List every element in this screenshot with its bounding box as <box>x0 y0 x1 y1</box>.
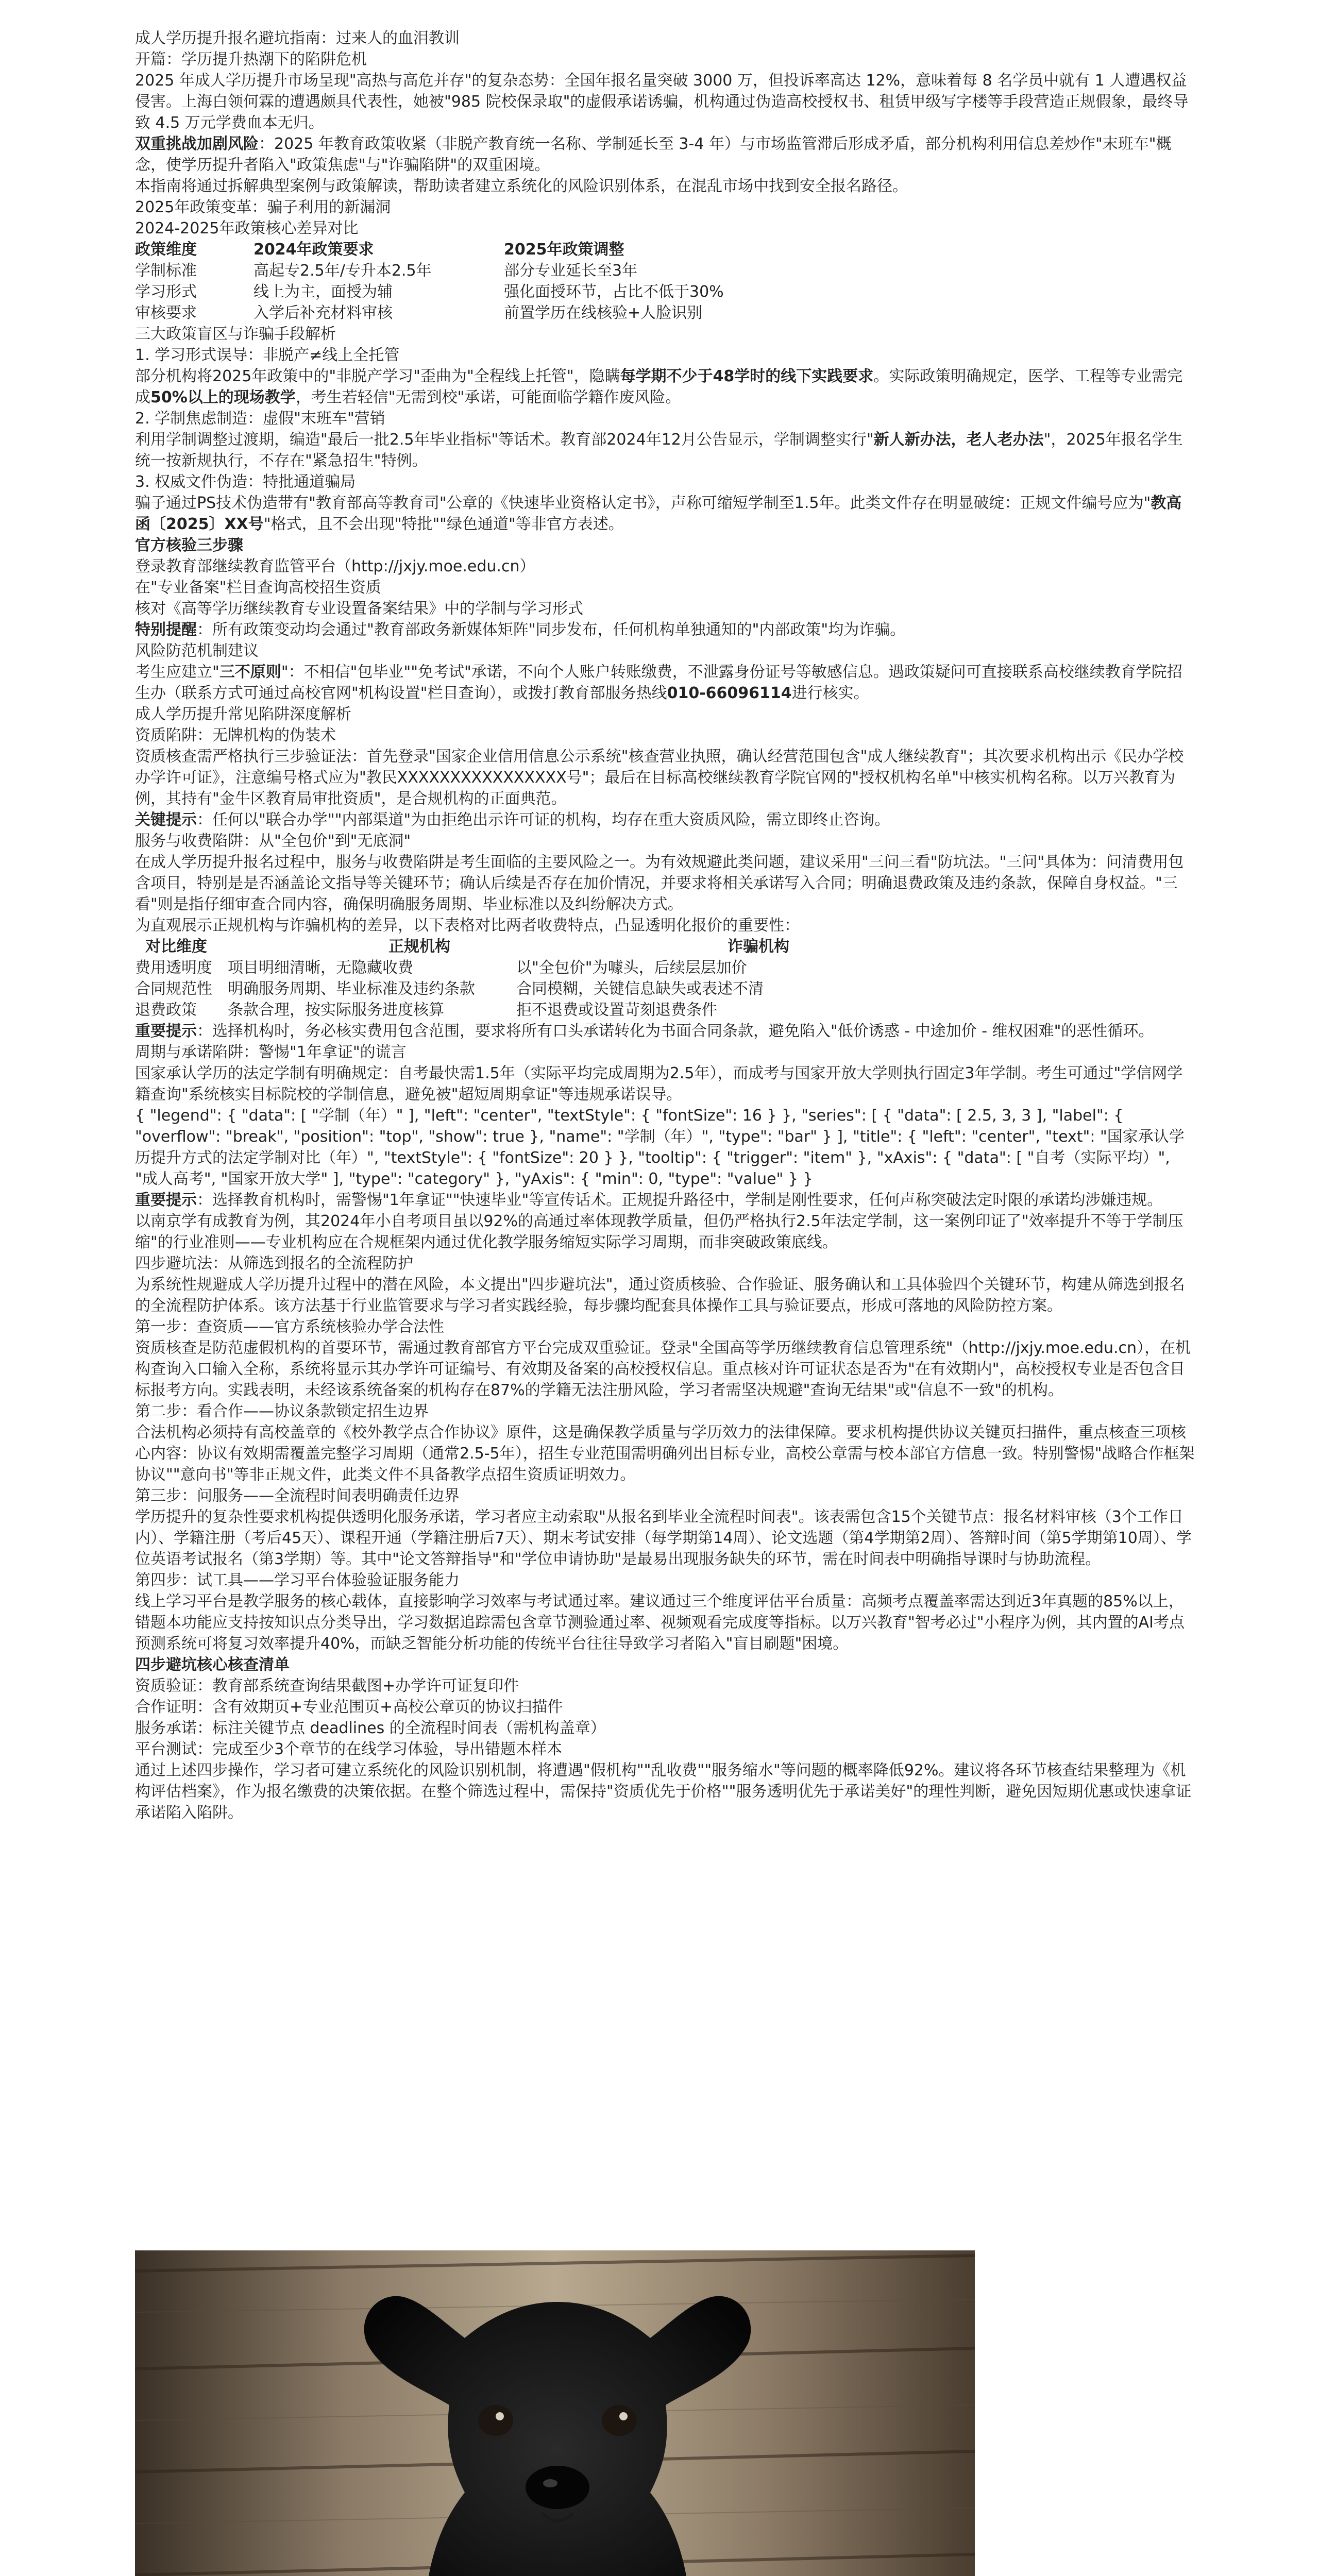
article-title: 成人学历提升报名避坑指南：过来人的血泪教训 <box>135 29 460 47</box>
table-header-cell: 对比维度 <box>145 938 207 956</box>
trap-2-key-tip: 重要提示：选择机构时，务必核实费用包含范围，要求将所有口头承诺转化为书面合同条款，避免陷入"低价诱惑 - 中途加价 - 维权困难"的恶性循环。 <box>135 1022 1154 1040</box>
blind-spot-2-title: 2. 学制焦虑制造：虚假"末班车"营销 <box>135 410 385 428</box>
blind-spot-1-body: 部分机构将2025年政策中的"非脱产学习"歪曲为"全程线上托管"，隐瞒每学期不少于48学时的线下实践要求。实际政策明确规定，医学、工程等专业需完成50%以上的现场教学，考生若轻信"无需到校"承诺，可能面临学籍作废风险。 <box>135 367 1183 406</box>
special-reminder: 特别提醒：所有政策变动均会通过"教育部政务新媒体矩阵"同步发布，任何机构单独通知的"内部政策"均为诈骗。 <box>135 621 906 639</box>
table-row: 退费政策 条款合理，按实际服务进度核算 拒不退费或设置苛刻退费条件 <box>135 1001 717 1019</box>
verify-step-3: 核对《高等学历继续教育专业设置备案结果》中的学制与学习形式 <box>135 600 583 618</box>
policy-table <box>135 239 1196 324</box>
trap-2-compare-intro: 为直观展示正规机构与诈骗机构的差异，以下表格对比两者收费特点，凸显透明化报价的重要性： <box>135 917 800 935</box>
step-3-heading: 第三步：问服务——全流程时间表明确责任边界 <box>135 1487 460 1505</box>
policy-table-header <box>135 239 1196 260</box>
trap-1-key-tip: 关键提示：任何以"联合办学""内部渠道"为由拒绝出示许可证的机构，均存在重大资质风险，需立即终止咨询。 <box>135 811 890 829</box>
blind-spot-2-body: 利用学制调整过渡期，编造"最后一批2.5年毕业指标"等话术。教育部2024年12月公告显示，学制调整实行"新人新办法，老人老办法"，2025年报名学生统一按新规执行，不存在"紧急招生"特例。 <box>135 431 1183 470</box>
trap-3-body: 国家承认学历的法定学制有明确规定：自考最快需1.5年（实际平均完成周期为2.5年），而成考与国家开放大学则执行固定3年学制。考生可通过"学信网学籍查询"系统核实目标院校的学制信息，避免被"超短周期拿证"等违规承诺误导。 <box>135 1064 1183 1104</box>
opening-heading: 开篇：学历提升热潮下的陷阱危机 <box>135 50 367 69</box>
table-header-cell: 2024年政策要求 <box>253 241 374 259</box>
step-1-heading: 第一步：查资质——官方系统核验办学合法性 <box>135 1318 444 1336</box>
table-header-cell: 诈骗机构 <box>728 938 789 956</box>
compare-table <box>135 936 1196 1021</box>
dog-photo <box>135 2250 975 2576</box>
table-row: 审核要求 入学后补充材料审核 前置学历在线核验+人脸识别 <box>135 304 703 322</box>
checklist-item: 资质验证：教育部系统查询结果截图+办学许可证复印件 <box>135 1677 519 1695</box>
trap-2-heading: 服务与收费陷阱：从"全包价"到"无底洞" <box>135 832 411 850</box>
policy-heading: 2025年政策变革：骗子利用的新漏洞 <box>135 198 391 216</box>
table-header-cell: 正规机构 <box>388 938 450 956</box>
table-row: 合同规范性 明确服务周期、毕业标准及违约条款 合同模糊，关键信息缺失或表述不清 <box>135 980 764 998</box>
blind-spots-heading: 三大政策盲区与诈骗手段解析 <box>135 325 336 343</box>
step-4-heading: 第四步：试工具——学习平台体验验证服务能力 <box>135 1571 460 1589</box>
table-header-cell: 政策维度 <box>135 241 197 259</box>
table-row: 学制标准 高起专2.5年/专升本2.5年 部分专业延长至3年 <box>135 262 638 280</box>
intro-paragraph-3: 本指南将通过拆解典型案例与政策解读，帮助读者建立系统化的风险识别体系，在混乱市场中找到安全报名路径。 <box>135 177 908 195</box>
table-header-cell: 2025年政策调整 <box>504 241 624 259</box>
verify-step-2: 在"专业备案"栏目查询高校招生资质 <box>135 579 381 597</box>
trap-3-case: 以南京学有成教育为例，其2024年小自考项目虽以92%的高通过率体现教学质量，但仍严格执行2.5年法定学制，这一案例印证了"效率提升不等于学制压缩"的行业准则——专业机构应在合规框架内通过优化教学服务缩短实际学习周期，而非突破政策底线。 <box>135 1212 1183 1251</box>
intro-paragraph-1: 2025 年成人学历提升市场呈现"高热与高危并存"的复杂态势：全国年报名量突破 3000 万，但投诉率高达 12%，意味着每 8 名学员中就有 1 人遭遇权益侵害。上海白领何霖的遭遇颇具代表性，她被"985 院校保录取"的虚假承诺诱骗，机构通过伪造高校授权书、租赁甲级写字楼等手段营造正规假象，最终导致 4.5 万元学费血本无归。 <box>135 72 1189 132</box>
risk-heading: 风险防范机制建议 <box>135 642 259 660</box>
verify-step-1: 登录教育部继续教育监管平台（http://jxjy.moe.edu.cn） <box>135 557 535 575</box>
blind-spot-3-body: 骗子通过PS技术伪造带有"教育部高等教育司"公章的《快速毕业资格认定书》，声称可缩短学制至1.5年。此类文件存在明显破绽：正规文件编号应为"教高函〔2025〕XX号"格式，且不会出现"特批""绿色通道"等非官方表述。 <box>135 494 1182 533</box>
intro-paragraph-2: 双重挑战加剧风险：2025 年教育政策收紧（非脱产教育统一名称、学制延长至 3-4 年）与市场监管滞后形成矛盾，部分机构利用信息差炒作"末班车"概念，使学历提升者陷入"政策焦虑"与"诈骗陷阱"的双重困境。 <box>135 135 1172 174</box>
blind-spot-3-title: 3. 权威文件伪造：特批通道骗局 <box>135 473 356 491</box>
step-1-body: 资质核查是防范虚假机构的首要环节，需通过教育部官方平台完成双重验证。登录"全国高等学历继续教育信息管理系统"（http://jxjy.moe.edu.cn），在机构查询入口输入全称，系统将显示其办学许可证编号、有效期及备案的高校授权信息。重点核对许可证状态是否为"在有效期内"，高校授权专业是否包含目标报考方向。实践表明，未经该系统备案的机构存在87%的学籍无法注册风险，学习者需坚决规避"查询无结果"或"信息不一致"的机构。 <box>135 1339 1191 1399</box>
verify-heading: 官方核验三步骤 <box>135 536 243 554</box>
trap-2-body: 在成人学历提升报名过程中，服务与收费陷阱是考生面临的主要风险之一。为有效规避此类问题，建议采用"三问三看"防坑法。"三问"具体为：问清费用包含项目，特别是是否涵盖论文指导等关键环节；确认后续是否存在加价情况，并要求将相关承诺写入合同；明确退费政策及违约条款，保障自身权益。"三看"则是指仔细审查合同内容，确保明确服务周期、毕业标准以及纠纷解决方式。 <box>135 853 1184 913</box>
trap-3-key-tip: 重要提示：选择教育机构时，需警惕"1年拿证""快速毕业"等宣传话术。正规提升路径中，学制是刚性要求，任何声称突破法定时限的承诺均涉嫌违规。 <box>135 1191 1163 1209</box>
blind-spot-1-title: 1. 学习形式误导：非脱产≠线上全托管 <box>135 346 400 364</box>
step-4-body: 线上学习平台是教学服务的核心载体，直接影响学习效率与考试通过率。建议通过三个维度评估平台质量：高频考点覆盖率需达到近3年真题的85%以上，错题本功能应支持按知识点分类导出，学习数据追踪需包含章节测验通过率、视频观看完成度等指标。以万兴教育"智考必过"小程序为例，其内置的AI考点预测系统可将复习效率提升40%，而缺乏智能分析功能的传统平台往往导致学习者陷入"盲目刷题"困境。 <box>135 1592 1185 1653</box>
checklist-item: 合作证明：含有效期页+专业范围页+高校公章页的协议扫描件 <box>135 1698 563 1716</box>
intro-strong: 双重挑战加剧风险 <box>135 135 259 153</box>
traps-heading: 成人学历提升常见陷阱深度解析 <box>135 705 351 723</box>
table-row: 费用透明度 项目明细清晰，无隐藏收费 以"全包价"为噱头，后续层层加价 <box>135 959 747 977</box>
trap-3-heading: 周期与承诺陷阱：警惕"1年拿证"的谎言 <box>135 1043 407 1061</box>
trap-1-body: 资质核查需严格执行三步验证法：首先登录"国家企业信用信息公示系统"核查营业执照，确认经营范围包含"成人继续教育"；其次要求机构出示《民办学校办学许可证》，注意编号格式应为"教民XXXXXXXXXXXXXXXX号"；最后在目标高校继续教育学院官网的"授权机构名单"中核实机构名称。以万兴教育为例，其持有"金牛区教育局审批资质"，是合规机构的正面典范。 <box>135 748 1184 808</box>
table-row: 学习形式 线上为主，面授为辅 强化面授环节，占比不低于30% <box>135 283 724 301</box>
compare-table-header <box>135 936 1196 957</box>
checklist-item: 服务承诺：标注关键节点 deadlines 的全流程时间表（需机构盖章） <box>135 1719 606 1737</box>
checklist-item: 平台测试：完成至少3个章节的在线学习体验，导出错题本样本 <box>135 1740 563 1758</box>
step-2-body: 合法机构必须持有高校盖章的《校外教学点合作协议》原件，这是确保教学质量与学历效力的法律保障。要求机构提供协议关键页扫描件，重点核查三项核心内容：协议有效期需覆盖完整学习周期（通常2.5-5年），招生专业范围需明确列出目标专业，高校公章需与校本部官方信息一致。特别警惕"战略合作框架协议""意向书"等非正规文件，此类文件不具备教学点招生资质证明效力。 <box>135 1423 1195 1484</box>
steps-intro: 为系统性规避成人学历提升过程中的潜在风险，本文提出"四步避坑法"，通过资质核验、合作验证、服务确认和工具体验四个关键环节，构建从筛选到报名的全流程防护体系。该方法基于行业监管要求与学习者实践经验，每步骤均配套具体操作工具与验证要点，形成可落地的风险防控方案。 <box>135 1276 1185 1315</box>
risk-body: 考生应建立"三不原则"：不相信"包毕业""免考试"承诺，不向个人账户转账缴费，不泄露身份证号等敏感信息。遇政策疑问可直接联系高校继续教育学院招生办（联系方式可通过高校官网"机构设置"栏目查询），或拨打教育部服务热线010-66096114进行核实。 <box>135 663 1182 702</box>
policy-table-caption: 2024-2025年政策核心差异对比 <box>135 219 359 238</box>
step-3-body: 学历提升的复杂性要求机构提供透明化服务承诺，学习者应主动索取"从报名到毕业全流程时间表"。该表需包含15个关键节点：报名材料审核（3个工作日内）、学籍注册（考后45天）、课程开通（学籍注册后7天）、期末考试安排（每学期第14周）、论文选题（第4学期第2周）、答辩时间（第5学期第10周）、学位英语考试报名（第3学期）等。其中"论文答辩指导"和"学位申请协助"是最易出现服务缺失的环节，需在时间表中明确指导课时与协助流程。 <box>135 1508 1192 1568</box>
article-body <box>135 28 1196 1823</box>
steps-heading: 四步避坑法：从筛选到报名的全流程防护 <box>135 1255 413 1273</box>
step-2-heading: 第二步：看合作——协议条款锁定招生边界 <box>135 1402 429 1420</box>
checklist-heading: 四步避坑核心核查清单 <box>135 1656 290 1674</box>
chart-config-text: { "legend": { "data": [ "学制（年）" ], "left": "center", "textStyle": { "fontSize": 16 } }, "series": [ { "data": [ 2.5, 3, 3 ], "label": { "overflow": "break", "position": "top", "show": true }, "name": "学制（年）", "type": "bar" } ], "title": { "left": "center", "text": "国家承认学历提升方式的法定学制对比（年）", "textStyle": { "fontSize": 20 } }, "tooltip": { "trigger": "item" }, "xAxis": { "data": [ "自考（实际平均）", "成人高考", "国家开放大学" ], "type": "category" }, "yAxis": { "min": 0, "type": "value" } } <box>135 1107 1185 1188</box>
trap-1-heading: 资质陷阱：无牌机构的伪装术 <box>135 726 336 744</box>
closing-paragraph: 通过上述四步操作，学习者可建立系统化的风险识别机制，将遭遇"假机构""乱收费""服务缩水"等问题的概率降低92%。建议将各环节核查结果整理为《机构评估档案》，作为报名缴费的决策依据。在整个筛选过程中，需保持"资质优先于价格""服务透明优先于承诺美好"的理性判断，避免因短期优惠或快速拿证承诺陷入陷阱。 <box>135 1761 1192 1822</box>
